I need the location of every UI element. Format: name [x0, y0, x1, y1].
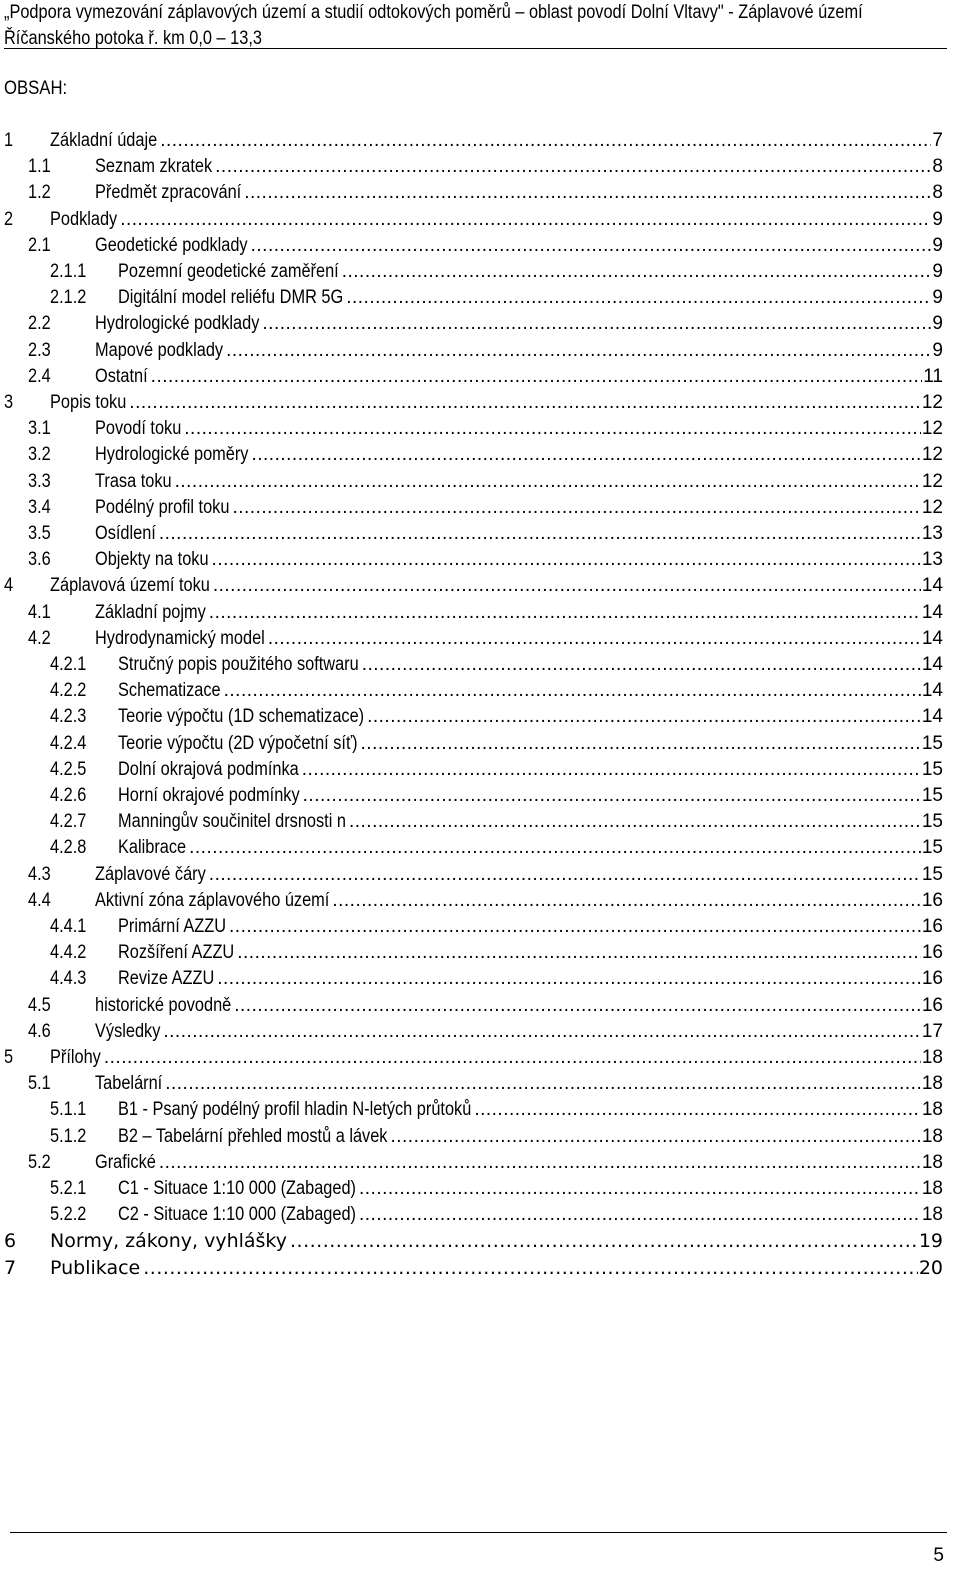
toc-entry-number: 5.2.1	[50, 1178, 87, 1199]
toc-entry-page: 18	[921, 1099, 943, 1121]
toc-entry-page: 15	[921, 837, 943, 859]
toc-entry[interactable]	[0, 862, 960, 888]
toc-entry[interactable]	[0, 390, 960, 416]
toc-entry-label: Geodetické podklady	[95, 234, 248, 256]
footer-divider	[10, 1532, 947, 1533]
toc-entry-label: Hydrodynamický model	[95, 627, 265, 649]
toc-entry[interactable]	[0, 233, 960, 259]
toc-entry[interactable]	[0, 757, 960, 783]
toc-entry-page: 16	[921, 916, 943, 937]
toc-entry-number: 3.4	[28, 496, 51, 518]
toc-entry-page: 8	[932, 182, 943, 204]
toc-entry-number: 4.2.7	[50, 811, 87, 833]
header-divider	[4, 48, 947, 49]
toc-entry-number: 3.6	[28, 549, 51, 571]
toc-entry-number: 5.1.2	[50, 1125, 87, 1147]
toc-entry-page: 12	[921, 496, 943, 518]
toc-entry-label: Základní pojmy	[95, 601, 206, 623]
toc-entry-page: 16	[921, 994, 943, 1016]
toc-entry-number: 4.2.1	[50, 654, 87, 675]
toc-entry-page: 18	[921, 1047, 943, 1068]
toc-entry-label: Digitální model reliéfu DMR 5G	[118, 287, 344, 309]
toc-entry-label: Hydrologické poměry	[95, 444, 249, 466]
toc-entry-page: 14	[921, 706, 943, 728]
toc-entry-leader-dots	[244, 180, 931, 206]
toc-entry-leader-dots	[262, 311, 931, 337]
toc-entry-label: Horní okrajové podmínky	[118, 785, 300, 806]
toc-entry[interactable]	[0, 154, 960, 180]
toc-entry[interactable]	[0, 1228, 960, 1254]
toc-entry[interactable]	[0, 364, 960, 390]
toc-entry[interactable]	[0, 469, 960, 495]
toc-entry-label: Pozemní geodetické zaměření	[118, 261, 339, 282]
toc-entry-leader-dots	[251, 233, 932, 259]
toc-entry-label: Revize AZZU	[118, 968, 215, 990]
toc-entry-label: Teorie výpočtu (2D výpočetní síť)	[118, 732, 358, 754]
toc-entry-number: 6	[4, 1230, 17, 1253]
toc-entry-label: Aktivní zóna záplavového území	[95, 889, 330, 911]
toc-entry-page: 9	[932, 208, 943, 230]
toc-entry[interactable]	[0, 1150, 960, 1176]
toc-entry-leader-dots	[209, 862, 921, 888]
toc-entry[interactable]	[0, 888, 960, 914]
toc-entry-leader-dots	[362, 652, 921, 678]
toc-entry-page: 16	[921, 942, 943, 964]
toc-entry-leader-dots	[159, 521, 921, 547]
toc-entry[interactable]	[0, 1202, 960, 1228]
toc-entry-number: 1.2	[28, 182, 51, 204]
toc-entry-number: 4.4.1	[50, 916, 87, 937]
toc-entry-page: 18	[921, 1151, 943, 1173]
toc-entry-page: 14	[921, 601, 943, 623]
toc-entry-leader-dots	[268, 626, 921, 652]
toc-entry-label: Schematizace	[118, 680, 221, 702]
toc-entry[interactable]	[0, 678, 960, 704]
toc-entry[interactable]	[0, 416, 960, 442]
toc-entry-number: 4.2	[28, 627, 51, 649]
toc-entry-page: 12	[921, 444, 943, 466]
toc-entry-number: 3	[4, 392, 14, 413]
toc-entry-number: 5.1.1	[50, 1099, 87, 1121]
toc-entry-leader-dots	[104, 1045, 921, 1071]
toc-entry-leader-dots	[129, 390, 921, 416]
toc-entry-label: Teorie výpočtu (1D schematizace)	[118, 706, 365, 728]
toc-entry[interactable]	[0, 1071, 960, 1097]
toc-entry-number: 3.3	[28, 470, 51, 492]
toc-entry-label: Záplavové čáry	[95, 863, 206, 885]
toc-entry-page: 15	[921, 863, 943, 885]
toc-entry-label: Seznam zkratek	[95, 156, 213, 178]
toc-entry-page: 16	[921, 968, 943, 990]
toc-entry-page: 18	[921, 1178, 943, 1199]
toc-entry-page: 9	[932, 339, 943, 361]
toc-entry-leader-dots	[302, 757, 921, 783]
toc-entry-label: Manningův součinitel drsnosti n	[118, 811, 346, 833]
toc-entry[interactable]	[0, 1255, 960, 1281]
toc-entry-number: 3.1	[28, 418, 51, 440]
toc-entry-number: 3.2	[28, 444, 51, 466]
toc-entry-label: Kalibrace	[118, 837, 187, 859]
toc-entry-leader-dots	[359, 1176, 921, 1202]
toc-entry-label: Předmět zpracování	[95, 182, 242, 204]
toc-entry-leader-dots	[184, 416, 921, 442]
toc-entry[interactable]	[0, 652, 960, 678]
toc-entry-number: 2.1.1	[50, 261, 87, 282]
toc-entry-label: Přílohy	[50, 1047, 101, 1068]
toc-entry-page: 20	[918, 1256, 943, 1279]
toc-entry-leader-dots	[212, 547, 921, 573]
toc-entry-number: 4.2.2	[50, 680, 87, 702]
toc-entry-label: Základní údaje	[50, 130, 158, 151]
toc-entry-leader-dots	[234, 993, 921, 1019]
toc-entry-page: 14	[921, 654, 943, 675]
toc-entry[interactable]	[0, 993, 960, 1019]
toc-entry-leader-dots	[215, 154, 931, 180]
document-header	[4, 0, 948, 52]
toc-entry[interactable]	[0, 1045, 960, 1071]
toc-entry-page: 9	[932, 313, 943, 335]
toc-entry-label: Tabelární	[95, 1073, 163, 1095]
toc-entry-page: 18	[921, 1204, 943, 1226]
toc-entry-number: 5.2	[28, 1151, 51, 1173]
toc-entry-page: 9	[932, 287, 943, 309]
toc-entry-number: 1.1	[28, 156, 51, 178]
toc-entry-leader-dots	[175, 469, 921, 495]
toc-title: OBSAH:	[4, 78, 68, 99]
toc-entry-number: 3.5	[28, 523, 51, 544]
toc-entry-page: 12	[921, 470, 943, 492]
toc-entry-label: B1 - Psaný podélný profil hladin N-letých průtoků	[118, 1099, 472, 1121]
toc-entry-label: Popis toku	[50, 392, 127, 413]
toc-entry-number: 5	[4, 1047, 14, 1068]
toc-entry-label: Osídlení	[95, 523, 156, 544]
toc-entry-number: 1	[4, 130, 14, 151]
toc-entry[interactable]	[0, 1097, 960, 1123]
toc-entry[interactable]	[0, 1124, 960, 1150]
toc-entry-number: 4.1	[28, 601, 51, 623]
toc-entry[interactable]	[0, 731, 960, 757]
toc-entry-leader-dots	[346, 285, 931, 311]
document-header-title: „Podpora vymezování záplavových území a studií odtokových poměrů – oblast povodí Dolní Vltavy" - Záplavové území Říčanského potoka ř. km 0,0 – 13,3	[4, 2, 863, 49]
toc-entry[interactable]	[0, 966, 960, 992]
toc-entry-page: 14	[921, 575, 943, 597]
toc-entry-leader-dots	[160, 128, 931, 154]
toc-entry-number: 4.4.3	[50, 968, 87, 990]
toc-entry[interactable]	[0, 1019, 960, 1045]
toc-entry-number: 4.2.8	[50, 837, 87, 859]
toc-entry-number: 4.2.3	[50, 706, 87, 728]
toc-entry-page: 14	[921, 627, 943, 649]
toc-entry[interactable]	[0, 442, 960, 468]
toc-entry-page: 18	[921, 1073, 943, 1095]
toc-entry-leader-dots	[217, 966, 921, 992]
toc-entry-number: 4.5	[28, 994, 51, 1016]
toc-entry[interactable]	[0, 495, 960, 521]
toc-entry-page: 13	[921, 549, 943, 571]
toc-entry-leader-dots	[165, 1071, 921, 1097]
toc-entry-leader-dots	[474, 1097, 921, 1123]
toc-entry[interactable]	[0, 180, 960, 206]
toc-entry-label: Rozšíření AZZU	[118, 942, 235, 964]
toc-entry-number: 2.4	[28, 365, 51, 387]
toc-entry[interactable]	[0, 835, 960, 861]
toc-entry-leader-dots	[237, 940, 921, 966]
toc-entry-number: 5.1	[28, 1073, 51, 1095]
toc-entry-label: Objekty na toku	[95, 549, 209, 571]
toc-entry-leader-dots	[251, 442, 920, 468]
toc-entry[interactable]	[0, 207, 960, 233]
toc-entry-label: Stručný popis použitého softwaru	[118, 654, 359, 675]
toc-entry-page: 8	[932, 156, 943, 178]
toc-entry-label: Povodí toku	[95, 418, 182, 440]
toc-entry[interactable]	[0, 809, 960, 835]
toc-entry-page: 12	[921, 392, 943, 413]
toc-entry-number: 4.6	[28, 1020, 51, 1042]
toc-entry-number: 4.4	[28, 889, 51, 911]
toc-entry-label: Podklady	[50, 208, 118, 230]
toc-entry-label: Primární AZZU	[118, 916, 227, 937]
toc-entry-number: 4.3	[28, 863, 51, 885]
toc-entry-leader-dots	[303, 783, 921, 809]
toc-entry-label: Hydrologické podklady	[95, 313, 260, 335]
toc-entry-page: 15	[921, 758, 943, 780]
toc-entry-label: Mapové podklady	[95, 339, 224, 361]
toc-entry-leader-dots	[361, 731, 921, 757]
toc-entry-leader-dots	[349, 809, 921, 835]
toc-entry-leader-dots	[120, 207, 931, 233]
toc-entry-number: 2.2	[28, 313, 51, 335]
toc-entry-number: 4.2.5	[50, 758, 87, 780]
toc-entry-number: 2.3	[28, 339, 51, 361]
toc-entry-leader-dots	[342, 259, 932, 285]
toc-entry-leader-dots	[229, 914, 921, 940]
toc-entry[interactable]	[0, 1176, 960, 1202]
toc-entry-label: Publikace	[50, 1256, 141, 1279]
toc-entry[interactable]	[0, 311, 960, 337]
toc-entry-number: 7	[4, 1256, 17, 1279]
toc-entry-page: 15	[921, 785, 943, 806]
toc-entry-leader-dots	[189, 835, 921, 861]
toc-entry-page: 14	[921, 680, 943, 702]
toc-entry-label: C2 - Situace 1:10 000 (Zabaged)	[118, 1204, 356, 1226]
toc-entry-leader-dots	[159, 1150, 921, 1176]
toc-entry[interactable]	[0, 600, 960, 626]
toc-entry[interactable]	[0, 128, 960, 154]
toc-entry-page: 7	[932, 130, 943, 151]
toc-entry-number: 5.2.2	[50, 1204, 87, 1226]
toc-entry-label: Dolní okrajová podmínka	[118, 758, 299, 780]
toc-entry-number: 2	[4, 208, 14, 230]
toc-entry-page: 17	[921, 1020, 943, 1042]
toc-entry-page: 16	[921, 889, 943, 911]
toc-entry[interactable]	[0, 285, 960, 311]
toc-entry[interactable]	[0, 783, 960, 809]
toc-entry-label: B2 – Tabelární přehled mostů a lávek	[118, 1125, 388, 1147]
toc-entry-leader-dots	[359, 1202, 921, 1228]
toc-entry-leader-dots	[290, 1228, 918, 1254]
toc-entry-leader-dots	[209, 600, 921, 626]
toc-entry-page: 11	[923, 365, 943, 387]
toc-entry[interactable]	[0, 626, 960, 652]
page-number: 5	[933, 1545, 944, 1566]
toc-entry[interactable]	[0, 940, 960, 966]
toc-entry-label: Ostatní	[95, 365, 148, 387]
toc-entry[interactable]	[0, 704, 960, 730]
toc-entry-label: Podélný profil toku	[95, 496, 230, 518]
toc-entry-page: 12	[921, 418, 943, 440]
toc-entry-leader-dots	[224, 678, 921, 704]
toc-entry-leader-dots	[213, 573, 921, 599]
toc-entry-leader-dots	[163, 1019, 920, 1045]
toc-entry-label: Výsledky	[95, 1020, 161, 1042]
toc-entry-number: 4.2.4	[50, 732, 87, 754]
toc-entry-leader-dots	[151, 364, 923, 390]
toc-entry-label: Normy, zákony, vyhlášky	[50, 1230, 287, 1253]
toc-entry-page: 15	[921, 732, 943, 754]
toc-entry[interactable]	[0, 573, 960, 599]
toc-entry-page: 18	[921, 1125, 943, 1147]
toc-entry-leader-dots	[232, 495, 920, 521]
toc-entry-leader-dots	[226, 338, 931, 364]
toc-entry[interactable]	[0, 338, 960, 364]
toc-entry-leader-dots	[367, 704, 921, 730]
toc-entry-label: historické povodně	[95, 994, 232, 1016]
toc-entry-number: 4	[4, 575, 14, 597]
toc-entry-label: Záplavová území toku	[50, 575, 210, 597]
toc-entry-leader-dots	[390, 1124, 920, 1150]
toc-entry-leader-dots	[332, 888, 921, 914]
toc-entry-leader-dots	[143, 1255, 918, 1281]
toc-entry[interactable]	[0, 521, 960, 547]
toc-entry-page: 13	[921, 523, 943, 544]
toc-entry-number: 2.1.2	[50, 287, 87, 309]
toc-entry[interactable]	[0, 914, 960, 940]
toc-entry-label: Grafické	[95, 1151, 156, 1173]
toc-entry-page: 19	[918, 1230, 943, 1253]
toc-entry-page: 15	[921, 811, 943, 833]
toc-entry-number: 2.1	[28, 234, 51, 256]
toc-entry[interactable]	[0, 259, 960, 285]
toc-entry-label: C1 - Situace 1:10 000 (Zabaged)	[118, 1178, 356, 1199]
toc-entry[interactable]	[0, 547, 960, 573]
toc-entry-page: 9	[932, 234, 943, 256]
toc-entry-page: 9	[932, 261, 943, 282]
toc-entry-number: 4.2.6	[50, 785, 87, 806]
toc-entry-label: Trasa toku	[95, 470, 172, 492]
toc-entry-number: 4.4.2	[50, 942, 87, 964]
